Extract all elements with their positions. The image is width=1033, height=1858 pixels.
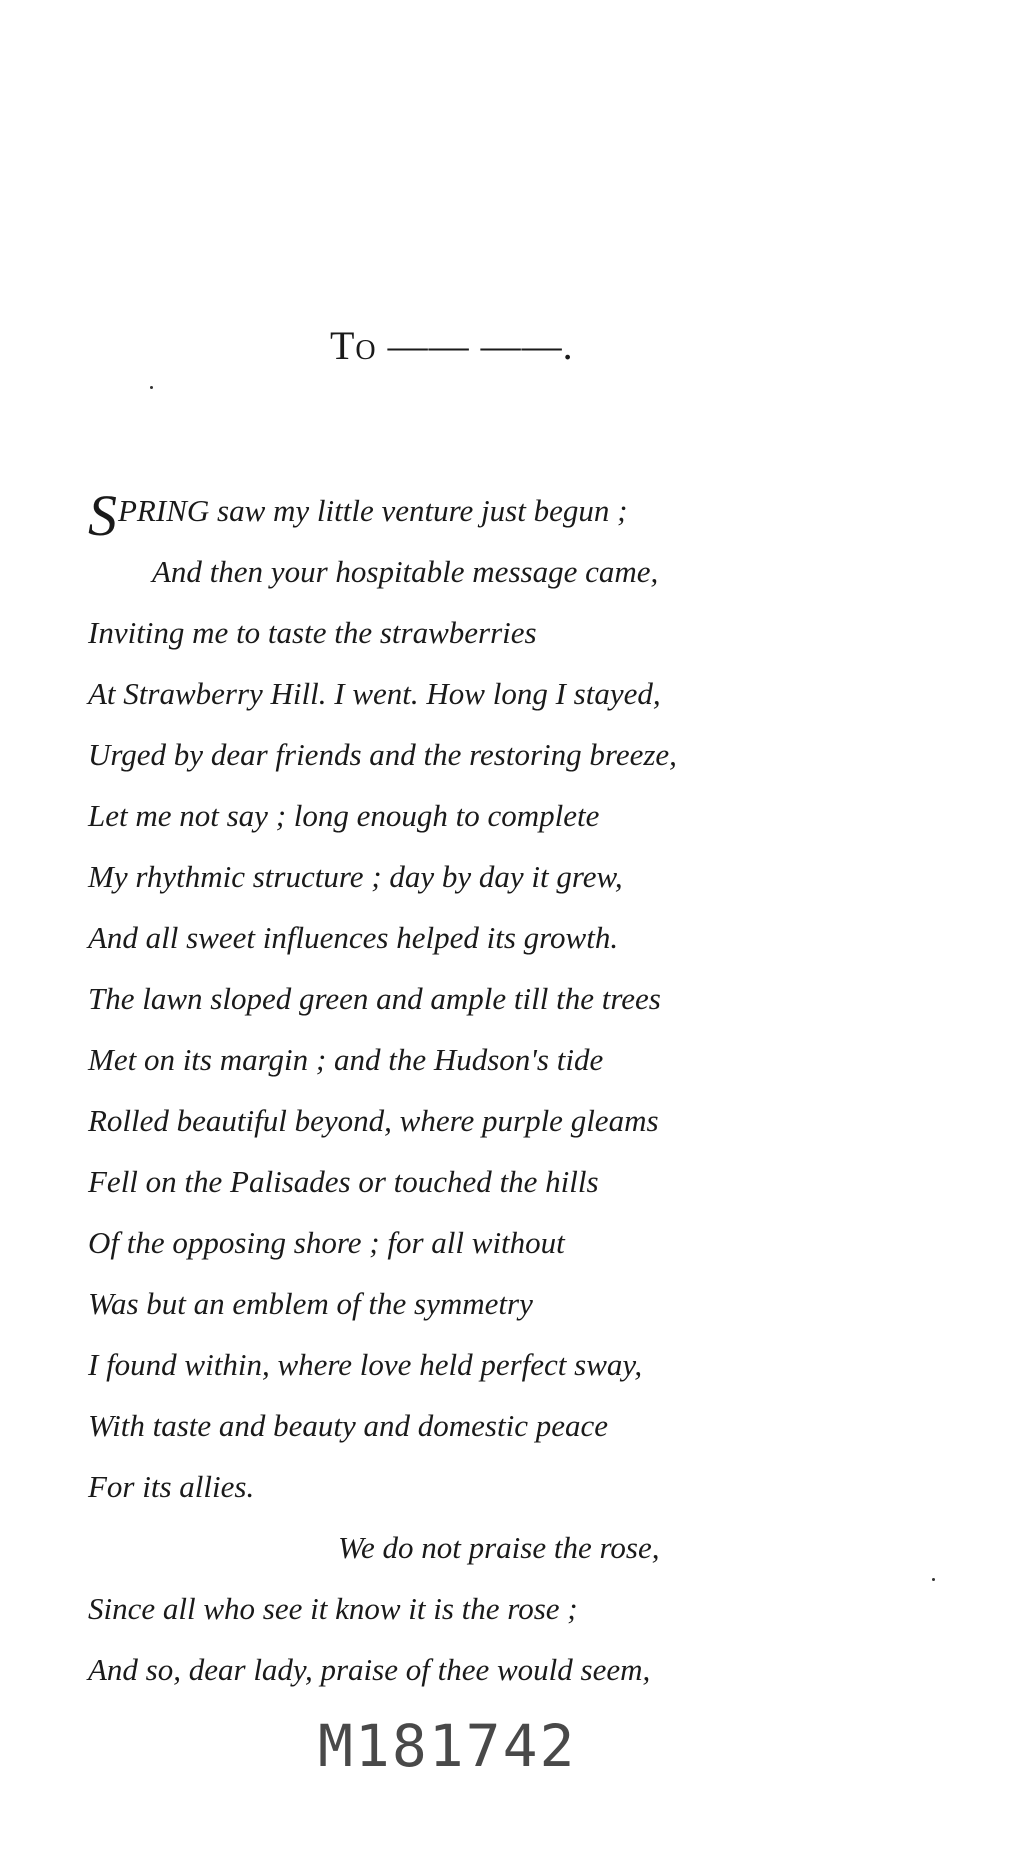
poem-line: And so, dear lady, praise of thee would seem, xyxy=(88,1652,651,1687)
poem-line: With taste and beauty and domestic peace xyxy=(88,1408,608,1443)
poem-line: I found within, where love held perfect sway, xyxy=(88,1347,643,1382)
poem-line: Let me not say ; long enough to complete xyxy=(88,798,600,833)
poem-line: And then your hospitable message came, xyxy=(152,554,659,589)
poem-line-text: PRING saw my little venture just begun ; xyxy=(118,493,628,528)
poem-line: Fell on the Palisades or touched the hills xyxy=(88,1164,599,1199)
poem-line: And all sweet influences helped its growth. xyxy=(88,920,619,955)
dedication-heading: To —— ——. xyxy=(330,323,574,368)
poem-line: The lawn sloped green and ample till the trees xyxy=(88,981,661,1016)
poem-line: Was but an emblem of the symmetry xyxy=(88,1286,533,1321)
library-stamp: M181742 xyxy=(318,1712,577,1780)
poem-line: My rhythmic structure ; day by day it grew, xyxy=(88,859,623,894)
poem-line: Urged by dear friends and the restoring breeze, xyxy=(88,737,677,772)
poem-line: We do not praise the rose, xyxy=(338,1530,660,1565)
poem-line: Rolled beautiful beyond, where purple gleams xyxy=(88,1103,659,1138)
poem-line: At Strawberry Hill. I went. How long I stayed, xyxy=(88,676,661,711)
poem-line xyxy=(88,480,988,548)
speck-mark xyxy=(150,386,153,389)
poem-line: Inviting me to taste the strawberries xyxy=(88,615,537,650)
poem-line: Of the opposing shore ; for all without xyxy=(88,1225,565,1260)
poem-body xyxy=(88,480,988,1700)
drop-cap: S xyxy=(88,483,117,548)
poem-line: Met on its margin ; and the Hudson's tide xyxy=(88,1042,604,1077)
poem-line: For its allies. xyxy=(88,1469,255,1504)
poem-line: Since all who see it know it is the rose ; xyxy=(88,1591,578,1626)
